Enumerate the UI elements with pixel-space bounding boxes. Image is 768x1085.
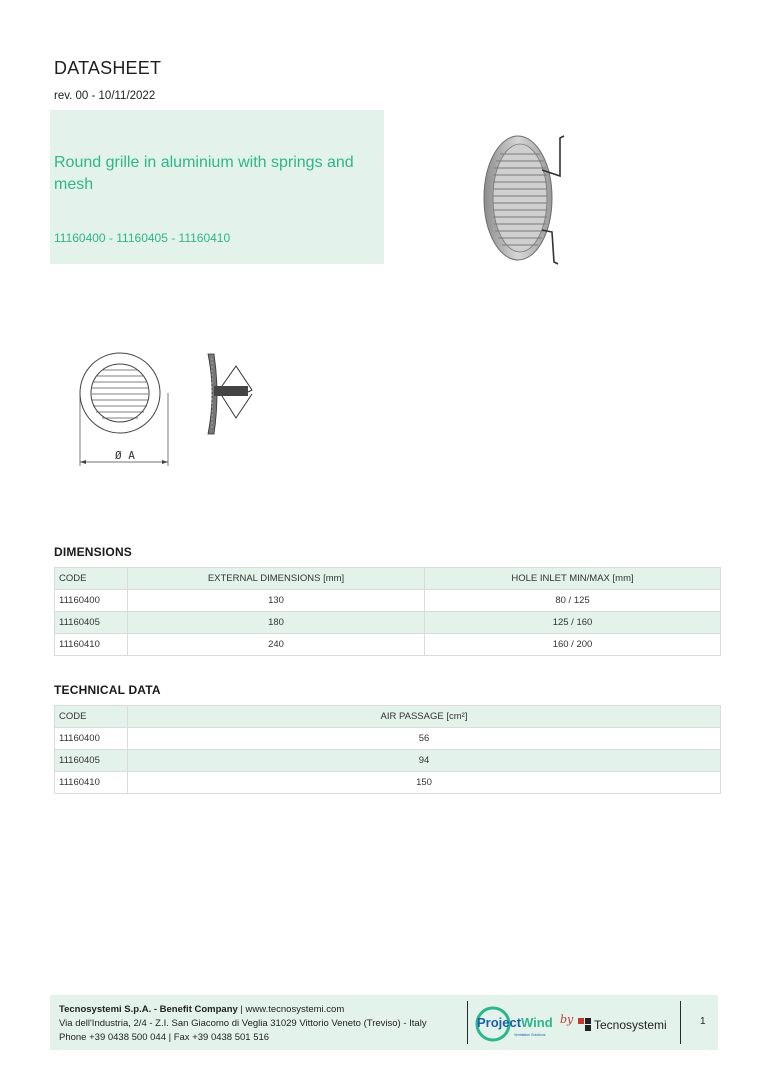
footer-company: Tecnosystemi S.p.A. - Benefit Company — [59, 1004, 238, 1015]
header-code: CODE — [55, 706, 128, 728]
page-number: 1 — [700, 1016, 706, 1027]
cell-hole-inlet: 125 / 160 — [425, 612, 721, 634]
dimensions-heading: DIMENSIONS — [54, 545, 133, 559]
logo-wind-text: Wind — [521, 1015, 553, 1030]
document-title: DATASHEET — [54, 58, 162, 78]
cell-air-passage: 150 — [128, 772, 721, 794]
tecnosystemi-logo — [576, 1012, 676, 1036]
logo-by-text: by — [560, 1013, 574, 1026]
cell-external: 240 — [128, 634, 425, 656]
product-name: Round grille in aluminium with springs and mesh — [54, 154, 354, 193]
header-hole-inlet: HOLE INLET MIN/MAX [mm] — [425, 568, 721, 590]
logo-wind-subtext: Ventilation Solutions — [514, 1033, 546, 1037]
cell-hole-inlet: 80 / 125 — [425, 590, 721, 612]
footer-company-line — [59, 1004, 344, 1015]
logo-project-text: Project — [477, 1015, 522, 1030]
cell-air-passage: 56 — [128, 728, 721, 750]
table-row — [55, 590, 721, 612]
table-row — [55, 772, 721, 794]
product-photo — [470, 130, 580, 270]
cell-external: 130 — [128, 590, 425, 612]
cell-code: 11160410 — [55, 772, 128, 794]
cell-code: 11160405 — [55, 750, 128, 772]
table-row — [55, 728, 721, 750]
footer-address: Via dell'Industria, 2/4 - Z.I. San Giacomo di Veglia 31029 Vittorio Veneto (Treviso) - Italy — [59, 1018, 427, 1029]
table-row — [55, 612, 721, 634]
page-footer — [50, 995, 718, 1050]
product-codes: 11160400 - 11160405 - 11160410 — [54, 231, 231, 245]
product-title-box — [50, 110, 384, 264]
footer-divider — [680, 1001, 681, 1044]
table-header-row — [55, 706, 721, 728]
dimensions-table — [54, 567, 721, 656]
project-wind-logo — [474, 1003, 556, 1043]
footer-contacts: Phone +39 0438 500 044 | Fax +39 0438 501 516 — [59, 1032, 270, 1043]
cell-hole-inlet: 160 / 200 — [425, 634, 721, 656]
table-header-row — [55, 568, 721, 590]
dimension-label: Ø A — [115, 449, 135, 462]
footer-website: | www.tecnosystemi.com — [240, 1004, 345, 1015]
header-external-dimensions: EXTERNAL DIMENSIONS [mm] — [128, 568, 425, 590]
technical-data-table — [54, 705, 721, 794]
cell-external: 180 — [128, 612, 425, 634]
footer-divider — [467, 1001, 468, 1044]
technical-drawing — [72, 348, 272, 473]
revision-date: rev. 00 - 10/11/2022 — [54, 90, 156, 102]
header-air-passage: AIR PASSAGE [cm²] — [128, 706, 721, 728]
cell-code: 11160400 — [55, 590, 128, 612]
cell-air-passage: 94 — [128, 750, 721, 772]
technical-data-heading: TECHNICAL DATA — [54, 683, 161, 697]
cell-code: 11160400 — [55, 728, 128, 750]
table-row — [55, 634, 721, 656]
table-row — [55, 750, 721, 772]
logo-tecnosystemi-text: Tecnosystemi — [594, 1018, 667, 1032]
cell-code: 11160410 — [55, 634, 128, 656]
header-code: CODE — [55, 568, 128, 590]
cell-code: 11160405 — [55, 612, 128, 634]
